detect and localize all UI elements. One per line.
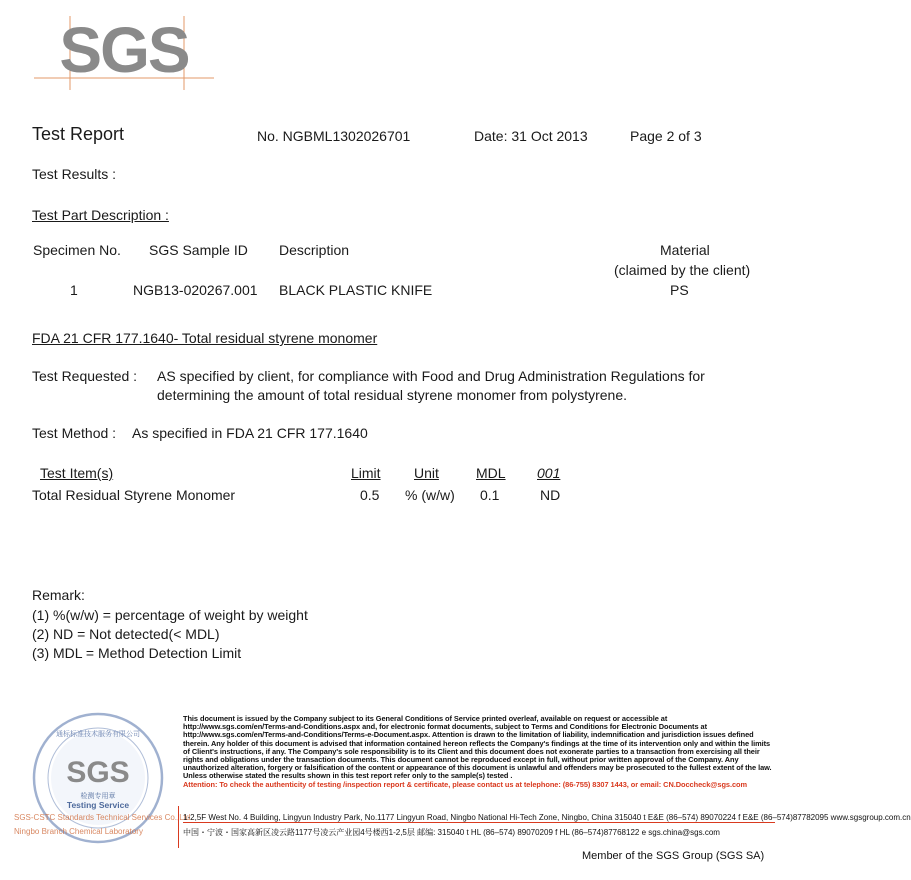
col-specimen: Specimen No. <box>33 242 121 258</box>
row-material: PS <box>670 282 689 298</box>
seal-left-line-2: Ningbo Branch Chemical Laboratory <box>14 827 143 836</box>
report-number: No. NGBML1302026701 <box>257 128 411 144</box>
remark-item: (3) MDL = Method Detection Limit <box>32 645 242 661</box>
th-item: Test Item(s) <box>40 465 114 481</box>
td-limit: 0.5 <box>360 487 380 503</box>
address-chinese: 中国・宁波・国家高新区凌云路1177号凌云产业园4号楼西1-2,5层 邮编: 315040 t HL (86–574) 89070209 f HL (86–574)87768122 e sgs.china@sgs.com <box>183 828 720 837</box>
col-sample-id: SGS Sample ID <box>149 242 248 258</box>
part-description-heading: Test Part Description : <box>32 207 169 223</box>
disclaimer-block <box>183 715 773 789</box>
seal-top-text: 通标标准技术服务有限公司 <box>56 730 140 738</box>
report-title: Test Report <box>32 124 125 144</box>
td-mdl: 0.1 <box>480 487 500 503</box>
seal-en-text: Testing Service <box>66 800 130 810</box>
row-specimen: 1 <box>70 282 78 298</box>
remark-title: Remark: <box>32 587 85 603</box>
td-sample: ND <box>540 487 561 503</box>
address-english: 1-2,5F West No. 4 Building, Lingyun Industry Park, No.1177 Lingyun Road, Ningbo National Hi-Tech Zone, Ningbo, China 315040 t E&E (86–574) 89070224 f E&E (86–574)87782095 www.sgsgroup.com.cn <box>183 813 911 822</box>
seal-logo-text: SGS <box>66 756 130 789</box>
seal-cn-text: 检测专用章 <box>80 792 116 800</box>
footer-divider <box>183 822 775 823</box>
td-unit: % (w/w) <box>405 487 455 503</box>
report-date: Date: 31 Oct 2013 <box>474 128 588 144</box>
member-of-group: Member of the SGS Group (SGS SA) <box>582 850 765 862</box>
row-description: BLACK PLASTIC KNIFE <box>279 282 433 298</box>
authenticity-notice: Attention: To check the authenticity of testing /inspection report & certificate, please contact us at telephone: (86-755) 8307 1443, or email: CN.Doccheck@sgs.com <box>183 779 748 789</box>
logo-text: SGS <box>59 14 189 86</box>
seal-left-line-1: SGS-CSTC Standards Technical Services Co.,Ltd. <box>14 813 193 822</box>
th-unit: Unit <box>414 465 439 481</box>
remark-item: (1) %(w/w) = percentage of weight by weight <box>32 607 308 623</box>
sgs-logo <box>34 12 214 90</box>
page-number: Page 2 of 3 <box>630 128 702 144</box>
col-material-note: (claimed by the client) <box>614 262 751 278</box>
disclaimer-text: This document is issued by the Company subject to its General Conditions of Service printed overleaf, available on request or accessible at http://www.sgs.com/en/Terms-and-Conditions.aspx and, for electronic format documents, subject to Terms and Conditions for Electronic Documents at http://www.sgs.com/en/Terms-and-Conditions/Terms-e-Document.aspx. Attention is drawn to the limitation of liability, indemnification and jurisdiction issues defined therein. Any holder of this document is advised that information contained hereon reflects the Company's findings at the time of its intervention only and within the limits of Client's instructions, if any. The Company's sole responsibility is to its Client and this document does not exonerate parties to a transaction from exercising all their rights and obligations under the transaction documents. This document cannot be reproduced except in full, without prior written approval of the Company. Any unauthorized alteration, forgery or falsification of the content or appearance of this document is unlawful and offenders may be prosecuted to the fullest extent of the law. Unless otherwise stated the results shown in this test report refer only to the sample(s) tested . <box>183 714 772 781</box>
section-heading: FDA 21 CFR 177.1640- Total residual styrene monomer <box>32 330 378 346</box>
th-mdl: MDL <box>476 465 506 481</box>
requested-line-2: determining the amount of total residual styrene monomer from polystyrene. <box>157 387 628 403</box>
requested-label: Test Requested : <box>32 368 138 384</box>
test-results-label: Test Results : <box>32 166 117 182</box>
col-description: Description <box>279 242 350 258</box>
testing-service-seal <box>12 712 182 842</box>
method-label: Test Method : <box>32 425 117 441</box>
col-material: Material <box>660 242 710 258</box>
td-item: Total Residual Styrene Monomer <box>32 487 236 503</box>
row-sample-id: NGB13-020267.001 <box>133 282 258 298</box>
remark-item: (2) ND = Not detected(< MDL) <box>32 626 220 642</box>
footer-divider-vertical <box>178 806 179 848</box>
method-value: As specified in FDA 21 CFR 177.1640 <box>132 425 368 441</box>
requested-line-1: AS specified by client, for compliance with Food and Drug Administration Regulations for <box>157 368 705 384</box>
th-limit: Limit <box>351 465 381 481</box>
th-sample: 001 <box>537 465 561 481</box>
